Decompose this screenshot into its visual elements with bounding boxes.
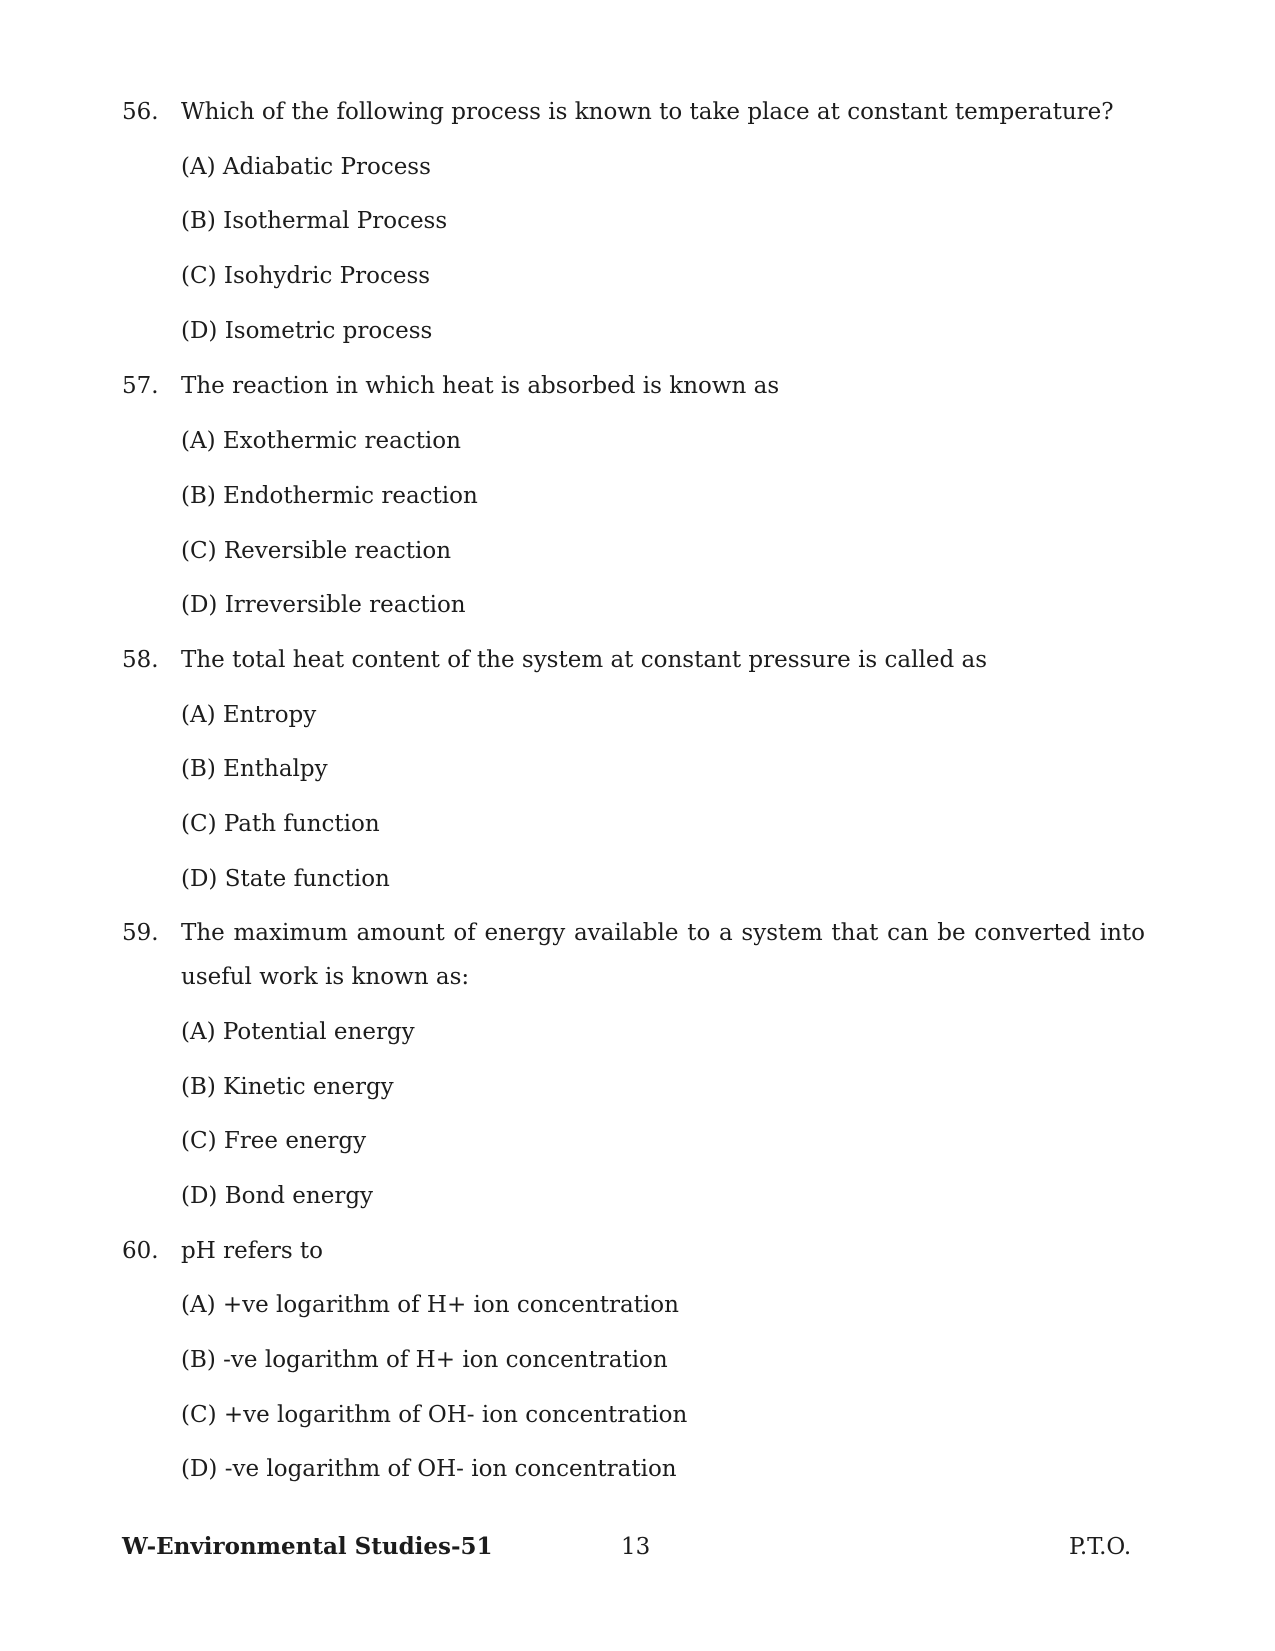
page-number: 13 <box>621 1534 651 1560</box>
option-b: (B) Isothermal Process <box>181 208 448 234</box>
option-d: (D) Bond energy <box>181 1183 374 1209</box>
question-text: The reaction in which heat is absorbed is known as <box>181 373 780 399</box>
question-text: pH refers to <box>181 1238 324 1264</box>
question-number: 59. <box>122 920 159 946</box>
option-b: (B) -ve logarithm of H+ ion concentration <box>181 1347 668 1373</box>
option-d: (D) Irreversible reaction <box>181 592 466 618</box>
question-text: Which of the following process is known to take place at constant temperature? <box>181 99 1114 125</box>
option-c: (C) Path function <box>181 811 380 837</box>
option-b: (B) Endothermic reaction <box>181 483 478 509</box>
option-d: (D) -ve logarithm of OH- ion concentration <box>181 1456 677 1482</box>
question-text-line-2: useful work is known as: <box>181 964 470 990</box>
option-c: (C) Isohydric Process <box>181 263 431 289</box>
option-b: (B) Kinetic energy <box>181 1074 394 1100</box>
option-a: (A) Entropy <box>181 702 317 728</box>
question-number: 58. <box>122 647 159 673</box>
option-d: (D) State function <box>181 866 390 892</box>
paper-code: W-Environmental Studies-51 <box>122 1533 493 1560</box>
option-a: (A) +ve logarithm of H+ ion concentration <box>181 1292 679 1318</box>
option-b: (B) Enthalpy <box>181 756 328 782</box>
option-c: (C) Free energy <box>181 1128 367 1154</box>
option-c: (C) Reversible reaction <box>181 538 452 564</box>
option-a: (A) Potential energy <box>181 1019 415 1045</box>
question-text: The total heat content of the system at constant pressure is called as <box>181 647 987 673</box>
option-d: (D) Isometric process <box>181 318 433 344</box>
question-number: 57. <box>122 373 159 399</box>
question-number: 60. <box>122 1238 159 1264</box>
question-number: 56. <box>122 99 159 125</box>
option-a: (A) Adiabatic Process <box>181 154 431 180</box>
option-a: (A) Exothermic reaction <box>181 428 461 454</box>
please-turn-over: P.T.O. <box>1069 1534 1132 1560</box>
option-c: (C) +ve logarithm of OH- ion concentration <box>181 1402 688 1428</box>
question-text-line-1: The maximum amount of energy available to a system that can be converted into <box>181 920 1145 946</box>
